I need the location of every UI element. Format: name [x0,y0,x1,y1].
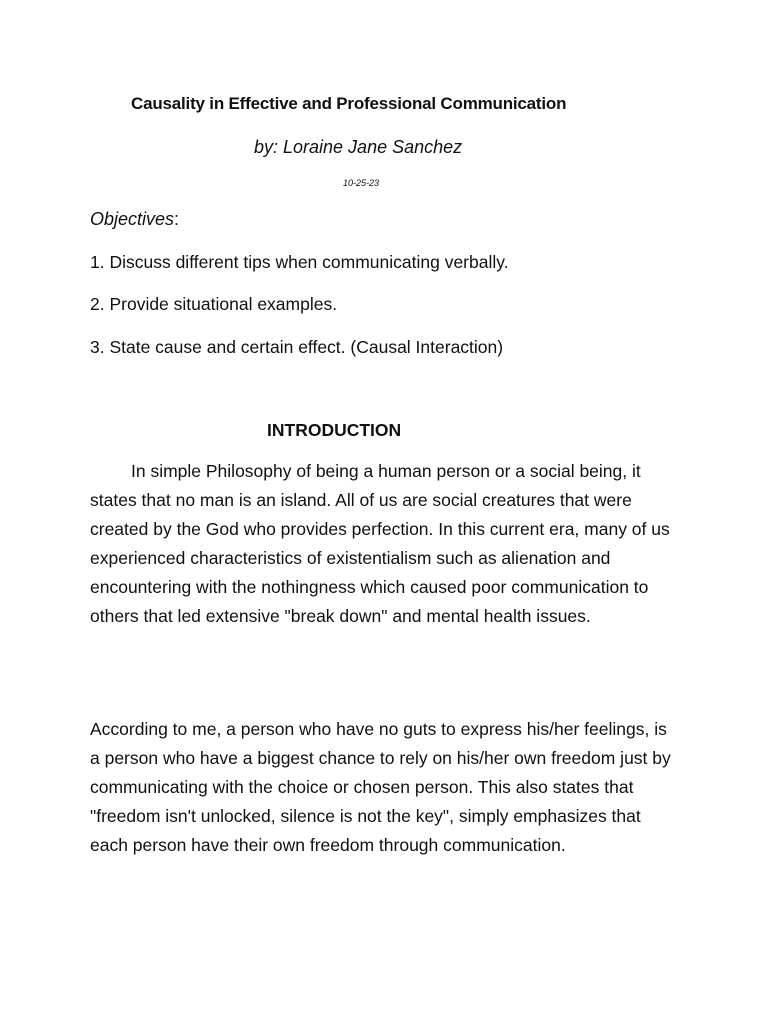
introduction-heading: INTRODUCTION [267,420,402,440]
document-date: 10-25-23 [343,178,380,188]
objective-item-2: 2. Provide situational examples. [90,294,338,314]
objectives-heading [90,209,179,230]
objectives-colon: : [174,209,180,229]
introduction-paragraph-2: According to me, a person who have no guts to express his/her feelings, is a person who have a biggest chance to rely on his/her own freedom just by communicating with the choice or chosen person. This also states that "freedom isn't unlocked, silence is not the key", simply emphasizes that each person have their own freedom through communication. [90,719,671,855]
objective-item-3: 3. State cause and certain effect. (Causal Interaction) [90,337,504,357]
introduction-paragraph-1: In simple Philosophy of being a human person or a social being, it states that no man is an island. All of us are social creatures that were created by the God who provides perfection. In this current era, many of us experienced characteristics of existentialism such as alienation and encountering with the nothingness which caused poor communication to others that led extensive "break down" and mental health issues. [90,461,670,626]
document-title: Causality in Effective and Professional Communication [131,94,567,113]
author-byline: by: Loraine Jane Sanchez [254,137,463,157]
objective-item-1: 1. Discuss different tips when communicating verbally. [90,252,509,272]
objectives-label: Objectives [90,209,175,229]
